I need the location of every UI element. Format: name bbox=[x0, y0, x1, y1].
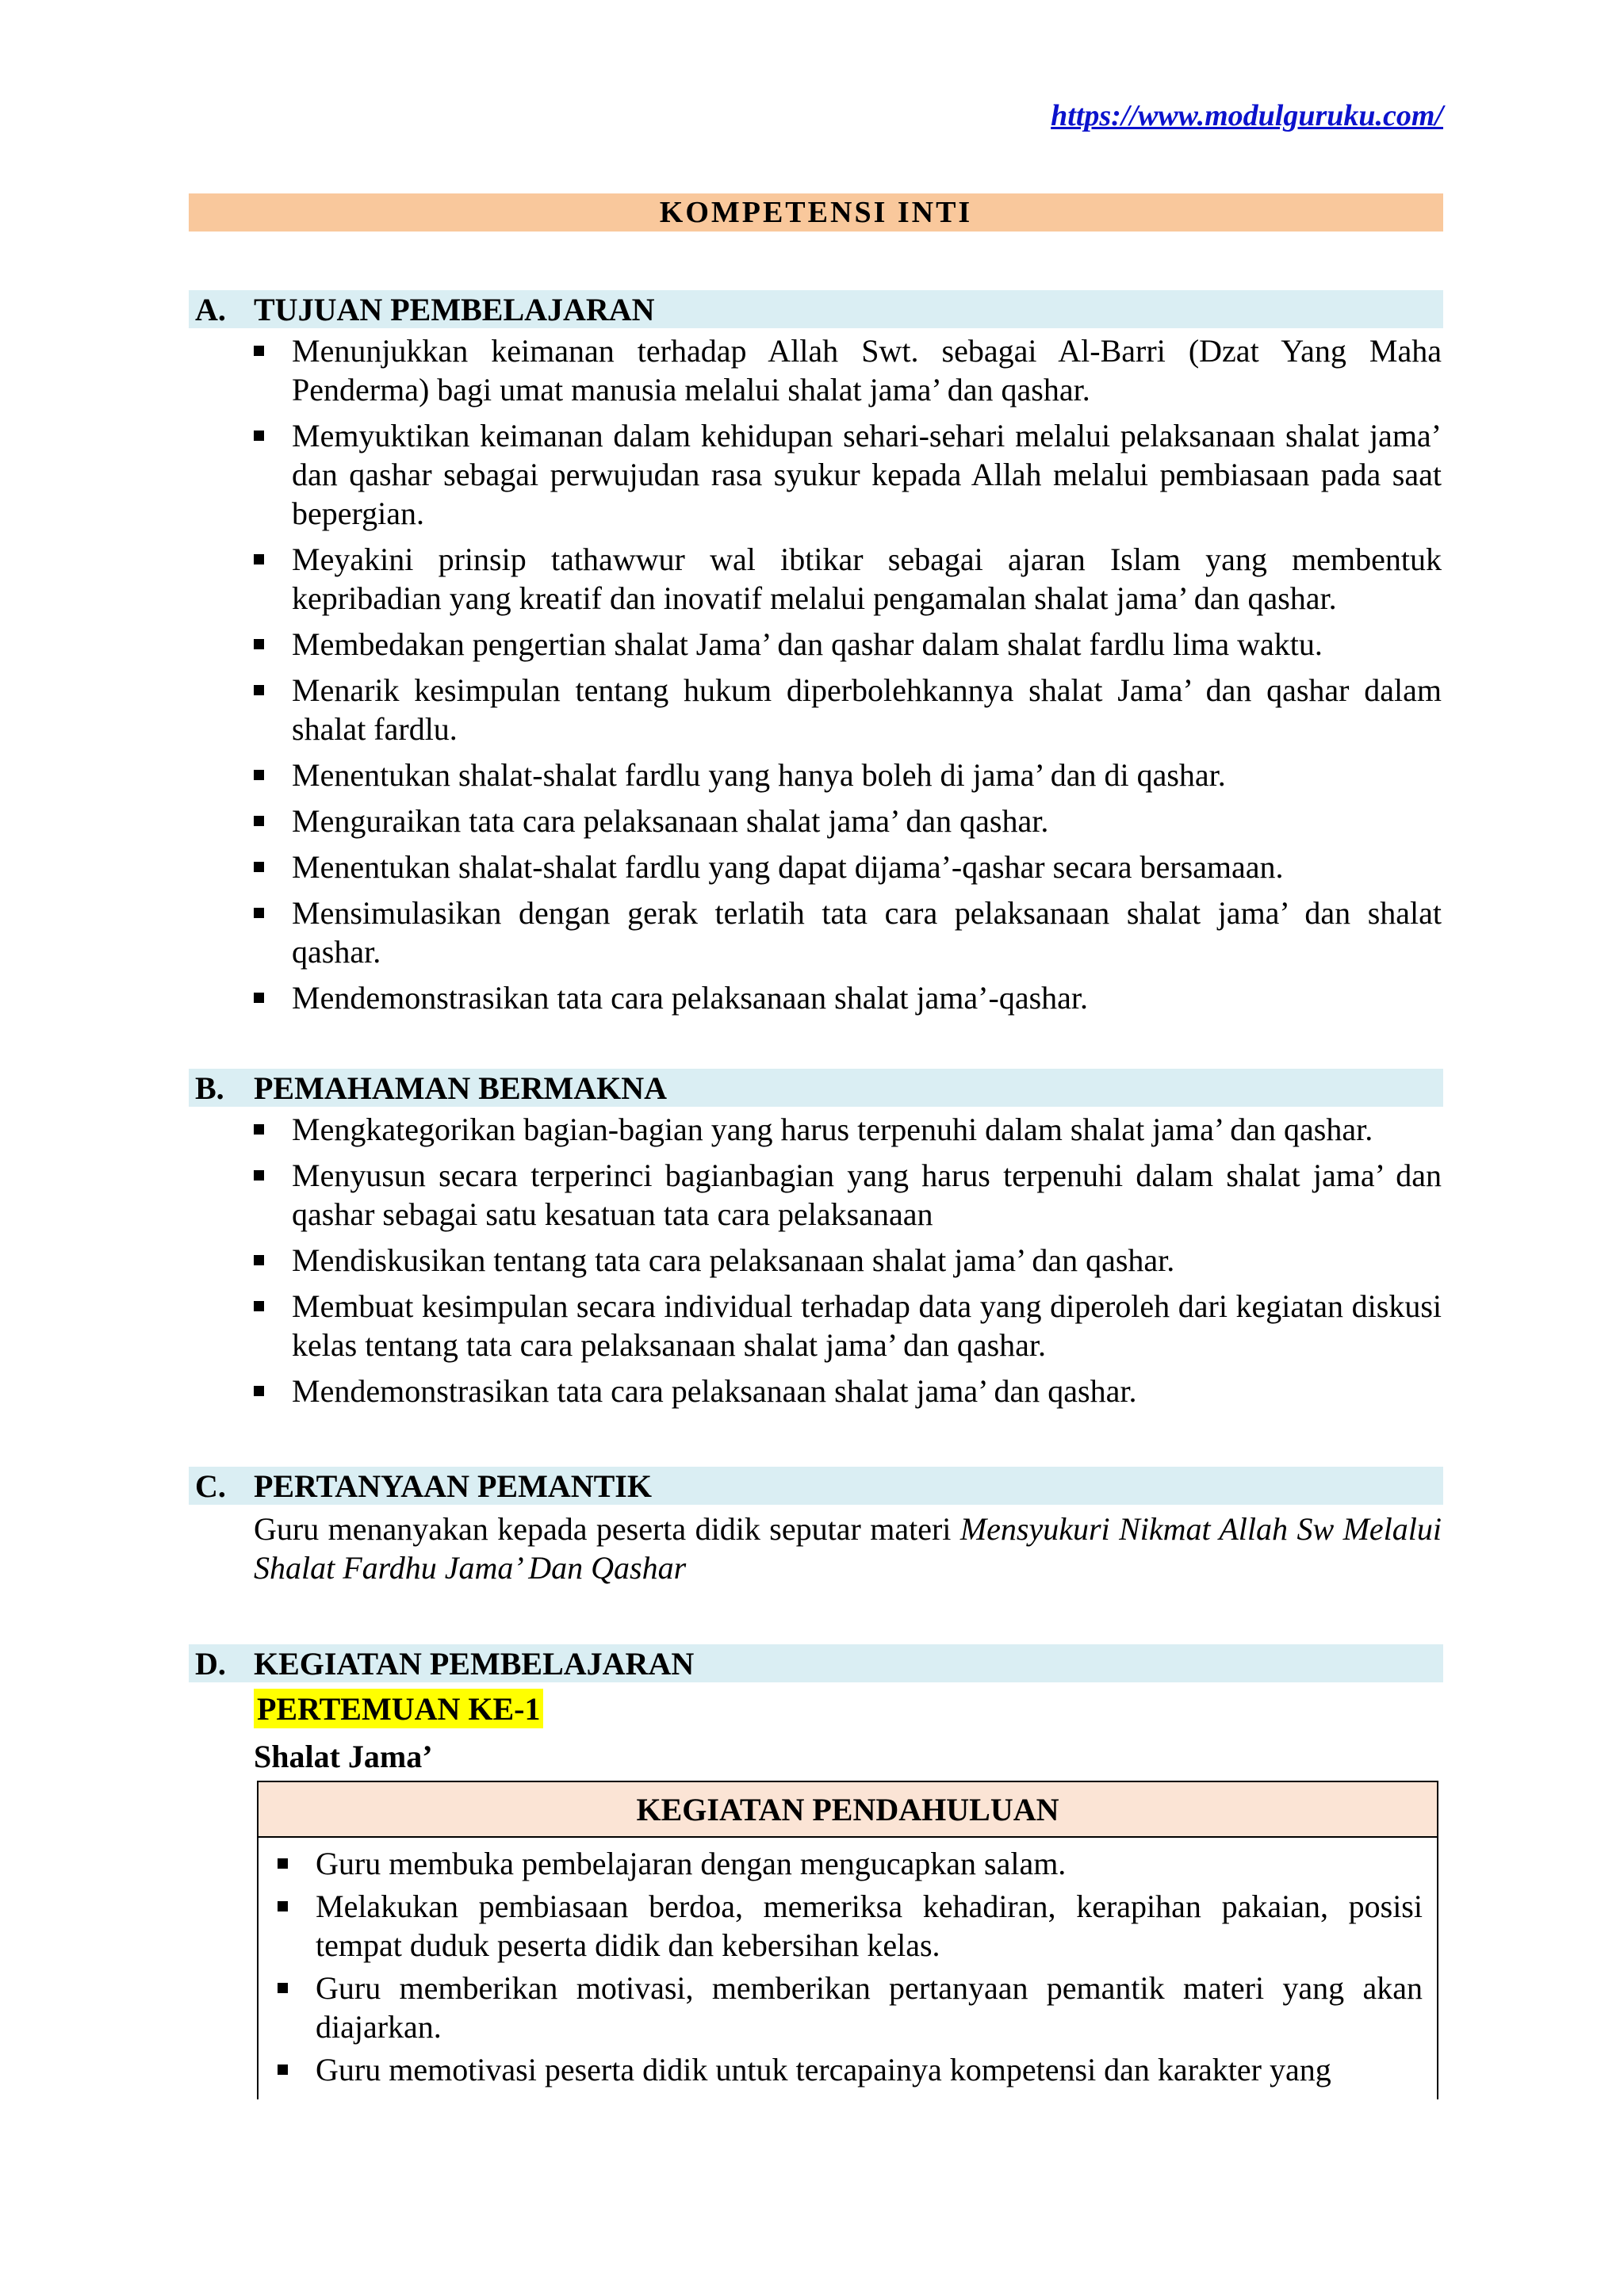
list-item bbox=[252, 978, 1442, 1017]
list-item-text: Menentukan shalat-shalat fardlu yang hanya boleh di jama’ dan di qashar. bbox=[292, 757, 1226, 793]
activity-table bbox=[257, 1781, 1438, 2099]
list-item bbox=[276, 1887, 1423, 1965]
section-b-list bbox=[252, 1110, 1442, 1418]
list-item bbox=[252, 1110, 1442, 1149]
table-list bbox=[276, 1844, 1423, 2089]
list-item bbox=[276, 1844, 1423, 1883]
list-item bbox=[252, 625, 1442, 664]
section-c-heading bbox=[189, 1467, 1443, 1505]
list-item-text: Menarik kesimpulan tentang hukum diperbolehkannya shalat Jama’ dan qashar dalam shalat fardlu. bbox=[292, 672, 1442, 747]
list-item bbox=[252, 802, 1442, 840]
list-item-text: Menyusun secara terperinci bagianbagian yang harus terpenuhi dalam shalat jama’ dan qashar sebagai satu kesatuan tata cara pelaksanaan bbox=[292, 1158, 1442, 1232]
square-bullet-icon bbox=[254, 1170, 264, 1181]
square-bullet-icon bbox=[254, 1255, 264, 1265]
list-item-text: Mendiskusikan tentang tata cara pelaksanaan shalat jama’ dan qashar. bbox=[292, 1242, 1175, 1278]
list-item-text: Membedakan pengertian shalat Jama’ dan qashar dalam shalat fardlu lima waktu. bbox=[292, 626, 1323, 662]
list-item-text: Guru membuka pembelajaran dengan mengucapkan salam. bbox=[316, 1846, 1067, 1881]
section-letter: C. bbox=[195, 1468, 226, 1504]
meeting-label: PERTEMUAN KE-1 bbox=[254, 1689, 543, 1728]
square-bullet-icon bbox=[278, 1858, 288, 1869]
square-bullet-icon bbox=[254, 1124, 264, 1135]
section-a-heading bbox=[189, 290, 1443, 328]
square-bullet-icon bbox=[278, 1983, 288, 1993]
square-bullet-icon bbox=[254, 639, 264, 649]
section-d-heading bbox=[189, 1644, 1443, 1682]
section-letter: D. bbox=[195, 1646, 226, 1682]
list-item-text: Memyuktikan keimanan dalam kehidupan sehari-sehari melalui pelaksanaan shalat jama’ dan qashar sebagai perwujudan rasa syukur kepada Allah melalui pembiasaan pada saat bepergian. bbox=[292, 418, 1442, 531]
section-a-list bbox=[252, 331, 1442, 1024]
list-item-text: Menunjukkan keimanan terhadap Allah Swt. sebagai Al-Barri (Dzat Yang Maha Penderma) bagi umat manusia melalui shalat jama’ dan qashar. bbox=[292, 333, 1442, 408]
list-item bbox=[252, 1241, 1442, 1280]
list-item-text: Mengkategorikan bagian-bagian yang harus terpenuhi dalam shalat jama’ dan qashar. bbox=[292, 1112, 1373, 1147]
list-item bbox=[252, 894, 1442, 971]
section-title: PEMAHAMAN BERMAKNA bbox=[254, 1070, 668, 1106]
square-bullet-icon bbox=[254, 816, 264, 826]
list-item bbox=[252, 848, 1442, 886]
table-header: KEGIATAN PENDAHULUAN bbox=[259, 1782, 1437, 1838]
list-item-text: Mendemonstrasikan tata cara pelaksanaan shalat jama’-qashar. bbox=[292, 980, 1089, 1016]
list-item-text: Menentukan shalat-shalat fardlu yang dapat dijama’-qashar secara bersamaan. bbox=[292, 849, 1284, 885]
list-item-text: Guru memberikan motivasi, memberikan pertanyaan pemantik materi yang akan diajarkan. bbox=[316, 1970, 1423, 2045]
square-bullet-icon bbox=[254, 908, 264, 918]
section-title: PERTANYAAN PEMANTIK bbox=[254, 1468, 652, 1504]
section-letter: A. bbox=[195, 292, 226, 327]
square-bullet-icon bbox=[254, 685, 264, 695]
paragraph-italic-text: Mensyukuri Nikmat Allah Sw Melalui Shalat Fardhu Jama’ Dan Qashar bbox=[254, 1511, 1442, 1586]
section-title: TUJUAN PEMBELAJARAN bbox=[254, 292, 655, 327]
list-item-text: Guru memotivasi peserta didik untuk tercapainya kompetensi dan karakter yang bbox=[316, 2052, 1331, 2087]
list-item bbox=[252, 416, 1442, 533]
square-bullet-icon bbox=[254, 1386, 264, 1396]
square-bullet-icon bbox=[254, 862, 264, 872]
page-title: KOMPETENSI INTI bbox=[189, 193, 1443, 232]
list-item bbox=[252, 756, 1442, 794]
square-bullet-icon bbox=[254, 1301, 264, 1311]
list-item bbox=[252, 1372, 1442, 1410]
square-bullet-icon bbox=[254, 770, 264, 780]
list-item bbox=[252, 540, 1442, 618]
list-item bbox=[252, 1287, 1442, 1364]
list-item-text: Menguraikan tata cara pelaksanaan shalat jama’ dan qashar. bbox=[292, 803, 1049, 839]
square-bullet-icon bbox=[254, 554, 264, 564]
list-item-text: Melakukan pembiasaan berdoa, memeriksa kehadiran, kerapihan pakaian, posisi tempat duduk peserta didik dan kebersihan kelas. bbox=[316, 1888, 1423, 1963]
section-title: KEGIATAN PEMBELAJARAN bbox=[254, 1646, 695, 1682]
list-item bbox=[276, 1969, 1423, 2046]
section-letter: B. bbox=[195, 1070, 224, 1106]
pemantik-paragraph bbox=[254, 1510, 1442, 1587]
square-bullet-icon bbox=[278, 2064, 288, 2075]
list-item-text: Meyakini prinsip tathawwur wal ibtikar sebagai ajaran Islam yang membentuk kepribadian yang kreatif dan inovatif melalui pengamalan shalat jama’ dan qashar. bbox=[292, 541, 1442, 616]
list-item-text: Mendemonstrasikan tata cara pelaksanaan shalat jama’ dan qashar. bbox=[292, 1373, 1137, 1409]
square-bullet-icon bbox=[278, 1901, 288, 1911]
section-b-heading bbox=[189, 1069, 1443, 1107]
list-item-text: Mensimulasikan dengan gerak terlatih tata cara pelaksanaan shalat jama’ dan shalat qashar. bbox=[292, 895, 1442, 970]
topic-subheading: Shalat Jama’ bbox=[254, 1739, 433, 1774]
square-bullet-icon bbox=[254, 346, 264, 356]
paragraph-text: Guru menanyakan kepada peserta didik seputar materi bbox=[254, 1511, 960, 1547]
square-bullet-icon bbox=[254, 993, 264, 1003]
header-url-link[interactable]: https://www.modulguruku.com/ bbox=[1051, 99, 1443, 132]
square-bullet-icon bbox=[254, 430, 264, 441]
list-item bbox=[252, 671, 1442, 748]
list-item bbox=[252, 331, 1442, 409]
list-item-text: Membuat kesimpulan secara individual terhadap data yang diperoleh dari kegiatan diskusi kelas tentang tata cara pelaksanaan shalat jama’ dan qashar. bbox=[292, 1288, 1442, 1363]
list-item bbox=[252, 1156, 1442, 1234]
list-item bbox=[276, 2050, 1423, 2089]
